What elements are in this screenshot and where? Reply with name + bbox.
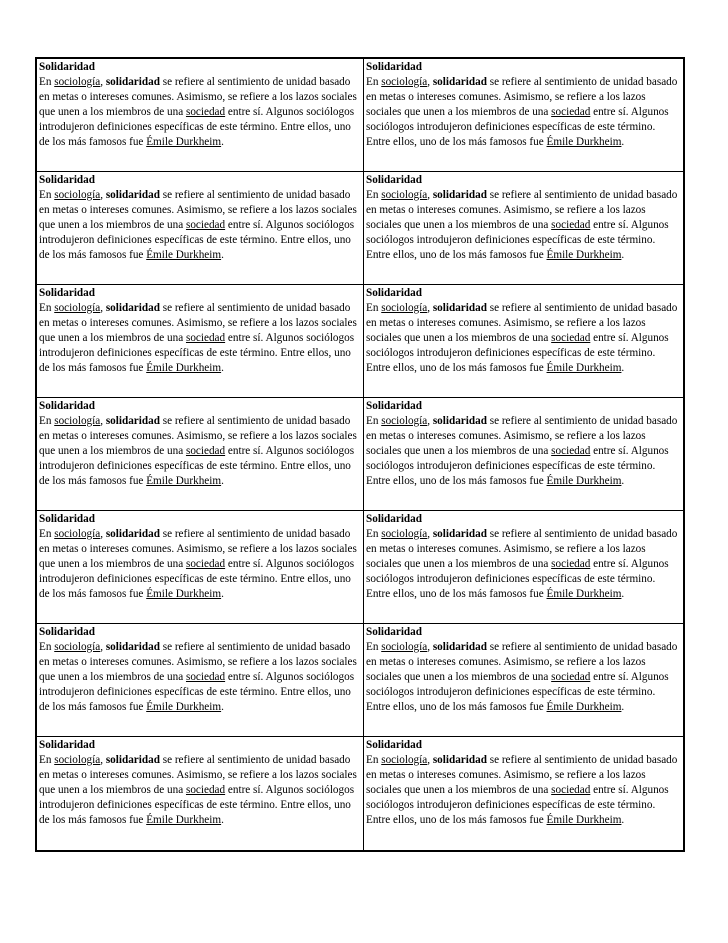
text-fragment: En <box>366 641 382 653</box>
solidaridad-term: solidaridad <box>432 415 487 427</box>
definition-card <box>364 285 683 398</box>
text-fragment: se refiere al sentimiento de unidad basado en metas o intereses comunes. Asimismo, se refiere a los lazos sociales que unen a los miembros de una <box>366 189 678 231</box>
sociologia-link[interactable]: sociología <box>54 641 101 653</box>
text-fragment: . <box>621 136 625 148</box>
card-body <box>366 414 680 489</box>
card-title: Solidaridad <box>366 739 422 751</box>
card-title: Solidaridad <box>366 174 422 186</box>
text-fragment: . <box>621 588 625 600</box>
sociologia-link[interactable]: sociología <box>54 76 101 88</box>
text-fragment: , <box>100 302 106 314</box>
text-fragment: se refiere al sentimiento de unidad basado en metas o intereses comunes. Asimismo, se refiere a los lazos sociales que unen a los miembros de una <box>39 189 357 231</box>
sociedad-link[interactable]: sociedad <box>185 106 226 118</box>
card-body <box>39 753 360 828</box>
emile-durkheim-link[interactable]: Émile Durkheim <box>546 362 622 374</box>
card-grid <box>37 59 683 850</box>
text-fragment: En <box>39 754 55 766</box>
definition-card <box>364 59 683 172</box>
emile-durkheim-link[interactable]: Émile Durkheim <box>146 588 222 600</box>
card-title: Solidaridad <box>39 739 95 751</box>
card-body <box>366 527 680 602</box>
solidaridad-term: solidaridad <box>105 189 160 201</box>
definition-card <box>37 624 364 737</box>
emile-durkheim-link[interactable]: Émile Durkheim <box>546 249 622 261</box>
sociedad-link[interactable]: sociedad <box>185 219 226 231</box>
text-fragment: , <box>427 302 433 314</box>
card-title: Solidaridad <box>366 513 422 525</box>
solidaridad-term: solidaridad <box>432 528 487 540</box>
text-fragment: En <box>39 641 55 653</box>
text-fragment: se refiere al sentimiento de unidad basado en metas o intereses comunes. Asimismo, se refiere a los lazos sociales que unen a los miembros de una <box>366 76 678 118</box>
text-fragment: se refiere al sentimiento de unidad basado en metas o intereses comunes. Asimismo, se refiere a los lazos sociales que unen a los miembros de una <box>39 641 357 683</box>
text-fragment: se refiere al sentimiento de unidad basado en metas o intereses comunes. Asimismo, se refiere a los lazos sociales que unen a los miembros de una <box>366 415 678 457</box>
emile-durkheim-link[interactable]: Émile Durkheim <box>146 362 222 374</box>
definition-card <box>37 172 364 285</box>
text-fragment: , <box>100 754 106 766</box>
card-body <box>39 188 360 263</box>
text-fragment: entre sí. Algunos sociólogos introdujeron definiciones específicas de este término. Entre ellos, uno de los más famosos fue <box>39 332 355 374</box>
text-fragment: se refiere al sentimiento de unidad basado en metas o intereses comunes. Asimismo, se refiere a los lazos sociales que unen a los miembros de una <box>366 754 678 796</box>
card-body <box>39 640 360 715</box>
sociedad-link[interactable]: sociedad <box>185 445 226 457</box>
definition-card <box>37 398 364 511</box>
emile-durkheim-link[interactable]: Émile Durkheim <box>146 249 222 261</box>
emile-durkheim-link[interactable]: Émile Durkheim <box>546 136 622 148</box>
solidaridad-term: solidaridad <box>105 641 160 653</box>
text-fragment: entre sí. Algunos sociólogos introdujeron definiciones específicas de este término. Entre ellos, uno de los más famosos fue <box>39 558 355 600</box>
definition-card <box>364 511 683 624</box>
text-fragment: . <box>221 701 224 713</box>
solidaridad-term: solidaridad <box>105 415 160 427</box>
definition-card <box>37 511 364 624</box>
emile-durkheim-link[interactable]: Émile Durkheim <box>146 136 222 148</box>
text-fragment: se refiere al sentimiento de unidad basado en metas o intereses comunes. Asimismo, se refiere a los lazos sociales que unen a los miembros de una <box>39 528 357 570</box>
sociedad-link[interactable]: sociedad <box>185 558 226 570</box>
solidaridad-term: solidaridad <box>432 76 487 88</box>
emile-durkheim-link[interactable]: Émile Durkheim <box>546 814 622 826</box>
text-fragment: . <box>621 249 625 261</box>
text-fragment: , <box>100 415 106 427</box>
solidaridad-term: solidaridad <box>105 528 160 540</box>
sociologia-link[interactable]: sociología <box>381 302 428 314</box>
card-body <box>366 640 680 715</box>
text-fragment: En <box>366 754 382 766</box>
sociologia-link[interactable]: sociología <box>381 76 428 88</box>
text-fragment: entre sí. Algunos sociólogos introdujeron definiciones específicas de este término. Entre ellos, uno de los más famosos fue <box>366 106 669 148</box>
text-fragment: , <box>427 754 433 766</box>
card-title: Solidaridad <box>39 174 95 186</box>
text-fragment: se refiere al sentimiento de unidad basado en metas o intereses comunes. Asimismo, se refiere a los lazos sociales que unen a los miembros de una <box>366 528 678 570</box>
card-sheet <box>35 57 685 852</box>
text-fragment: entre sí. Algunos sociólogos introdujeron definiciones específicas de este término. Entre ellos, uno de los más famosos fue <box>366 445 669 487</box>
card-body <box>39 75 360 150</box>
text-fragment: . <box>621 475 625 487</box>
solidaridad-term: solidaridad <box>105 754 160 766</box>
text-fragment: . <box>621 701 625 713</box>
card-body <box>366 753 680 828</box>
card-title: Solidaridad <box>366 626 422 638</box>
emile-durkheim-link[interactable]: Émile Durkheim <box>546 475 622 487</box>
sociedad-link[interactable]: sociedad <box>551 784 591 796</box>
text-fragment: se refiere al sentimiento de unidad basado en metas o intereses comunes. Asimismo, se refiere a los lazos sociales que unen a los miembros de una <box>39 754 357 796</box>
sociologia-link[interactable]: sociología <box>54 415 101 427</box>
sociologia-link[interactable]: sociología <box>381 754 428 766</box>
sociedad-link[interactable]: sociedad <box>551 332 591 344</box>
solidaridad-term: solidaridad <box>105 302 160 314</box>
text-fragment: , <box>427 528 433 540</box>
text-fragment: entre sí. Algunos sociólogos introdujeron definiciones específicas de este término. Entre ellos, uno de los más famosos fue <box>39 445 355 487</box>
emile-durkheim-link[interactable]: Émile Durkheim <box>546 588 622 600</box>
sociologia-link[interactable]: sociología <box>54 528 101 540</box>
text-fragment: , <box>427 641 433 653</box>
sociedad-link[interactable]: sociedad <box>185 671 226 683</box>
sociologia-link[interactable]: sociología <box>54 754 101 766</box>
definition-card <box>364 172 683 285</box>
text-fragment: se refiere al sentimiento de unidad basado en metas o intereses comunes. Asimismo, se refiere a los lazos sociales que unen a los miembros de una <box>39 302 357 344</box>
definition-card <box>364 624 683 737</box>
card-body <box>366 75 680 150</box>
text-fragment: se refiere al sentimiento de unidad basado en metas o intereses comunes. Asimismo, se refiere a los lazos sociales que unen a los miembros de una <box>366 641 678 683</box>
text-fragment: . <box>621 362 625 374</box>
text-fragment: se refiere al sentimiento de unidad basado en metas o intereses comunes. Asimismo, se refiere a los lazos sociales que unen a los miembros de una <box>366 302 678 344</box>
definition-card <box>37 285 364 398</box>
sociedad-link[interactable]: sociedad <box>185 332 226 344</box>
text-fragment: entre sí. Algunos sociólogos introdujeron definiciones específicas de este término. Entre ellos, uno de los más famosos fue <box>366 671 669 713</box>
definition-card <box>37 737 364 850</box>
solidaridad-term: solidaridad <box>432 302 487 314</box>
text-fragment: En <box>366 528 382 540</box>
card-title: Solidaridad <box>39 61 95 73</box>
text-fragment: , <box>427 76 433 88</box>
text-fragment: , <box>100 641 106 653</box>
text-fragment: , <box>100 76 106 88</box>
text-fragment: . <box>221 136 224 148</box>
text-fragment: se refiere al sentimiento de unidad basado en metas o intereses comunes. Asimismo, se refiere a los lazos sociales que unen a los miembros de una <box>39 415 357 457</box>
sociologia-link[interactable]: sociología <box>381 528 428 540</box>
text-fragment: En <box>39 302 55 314</box>
text-fragment: entre sí. Algunos sociólogos introdujeron definiciones específicas de este término. Entre ellos, uno de los más famosos fue <box>39 784 355 826</box>
definition-card <box>364 737 683 850</box>
text-fragment: En <box>39 528 55 540</box>
emile-durkheim-link[interactable]: Émile Durkheim <box>146 475 222 487</box>
card-body <box>39 527 360 602</box>
card-title: Solidaridad <box>39 287 95 299</box>
solidaridad-term: solidaridad <box>432 641 487 653</box>
card-title: Solidaridad <box>366 61 422 73</box>
emile-durkheim-link[interactable]: Émile Durkheim <box>146 814 222 826</box>
text-fragment: . <box>221 249 224 261</box>
card-body <box>39 414 360 489</box>
solidaridad-term: solidaridad <box>432 754 487 766</box>
card-title: Solidaridad <box>39 400 95 412</box>
text-fragment: entre sí. Algunos sociólogos introdujeron definiciones específicas de este término. Entre ellos, uno de los más famosos fue <box>366 332 669 374</box>
sociologia-link[interactable]: sociología <box>54 302 101 314</box>
text-fragment: En <box>39 415 55 427</box>
sociedad-link[interactable]: sociedad <box>551 558 591 570</box>
text-fragment: . <box>221 814 224 826</box>
text-fragment: . <box>221 588 224 600</box>
card-title: Solidaridad <box>366 287 422 299</box>
text-fragment: entre sí. Algunos sociólogos introdujeron definiciones específicas de este término. Entre ellos, uno de los más famosos fue <box>366 219 669 261</box>
text-fragment: . <box>221 475 224 487</box>
text-fragment: En <box>39 189 55 201</box>
text-fragment: . <box>221 362 224 374</box>
text-fragment: entre sí. Algunos sociólogos introdujeron definiciones específicas de este término. Entre ellos, uno de los más famosos fue <box>39 219 355 261</box>
text-fragment: En <box>366 302 382 314</box>
text-fragment: entre sí. Algunos sociólogos introdujeron definiciones específicas de este término. Entre ellos, uno de los más famosos fue <box>39 106 355 148</box>
card-body <box>366 301 680 376</box>
card-title: Solidaridad <box>39 626 95 638</box>
text-fragment: entre sí. Algunos sociólogos introdujeron definiciones específicas de este término. Entre ellos, uno de los más famosos fue <box>39 671 355 713</box>
sociedad-link[interactable]: sociedad <box>551 219 591 231</box>
text-fragment: En <box>366 76 382 88</box>
text-fragment: , <box>427 189 433 201</box>
sociedad-link[interactable]: sociedad <box>551 671 591 683</box>
sociedad-link[interactable]: sociedad <box>551 106 591 118</box>
text-fragment: . <box>621 814 625 826</box>
text-fragment: , <box>427 415 433 427</box>
definition-card <box>37 59 364 172</box>
sociedad-link[interactable]: sociedad <box>551 445 591 457</box>
text-fragment: se refiere al sentimiento de unidad basado en metas o intereses comunes. Asimismo, se refiere a los lazos sociales que unen a los miembros de una <box>39 76 357 118</box>
solidaridad-term: solidaridad <box>432 189 487 201</box>
text-fragment: En <box>366 189 382 201</box>
text-fragment: , <box>100 528 106 540</box>
sociologia-link[interactable]: sociología <box>381 641 428 653</box>
card-body <box>39 301 360 376</box>
card-title: Solidaridad <box>366 400 422 412</box>
sociologia-link[interactable]: sociología <box>54 189 101 201</box>
definition-card <box>364 398 683 511</box>
emile-durkheim-link[interactable]: Émile Durkheim <box>546 701 622 713</box>
text-fragment: En <box>366 415 382 427</box>
solidaridad-term: solidaridad <box>105 76 160 88</box>
card-title: Solidaridad <box>39 513 95 525</box>
card-body <box>366 188 680 263</box>
sociologia-link[interactable]: sociología <box>381 415 428 427</box>
text-fragment: entre sí. Algunos sociólogos introdujeron definiciones específicas de este término. Entre ellos, uno de los más famosos fue <box>366 558 669 600</box>
text-fragment: En <box>39 76 55 88</box>
emile-durkheim-link[interactable]: Émile Durkheim <box>146 701 222 713</box>
text-fragment: entre sí. Algunos sociólogos introdujeron definiciones específicas de este término. Entre ellos, uno de los más famosos fue <box>366 784 669 826</box>
sociedad-link[interactable]: sociedad <box>185 784 226 796</box>
text-fragment: , <box>100 189 106 201</box>
sociologia-link[interactable]: sociología <box>381 189 428 201</box>
